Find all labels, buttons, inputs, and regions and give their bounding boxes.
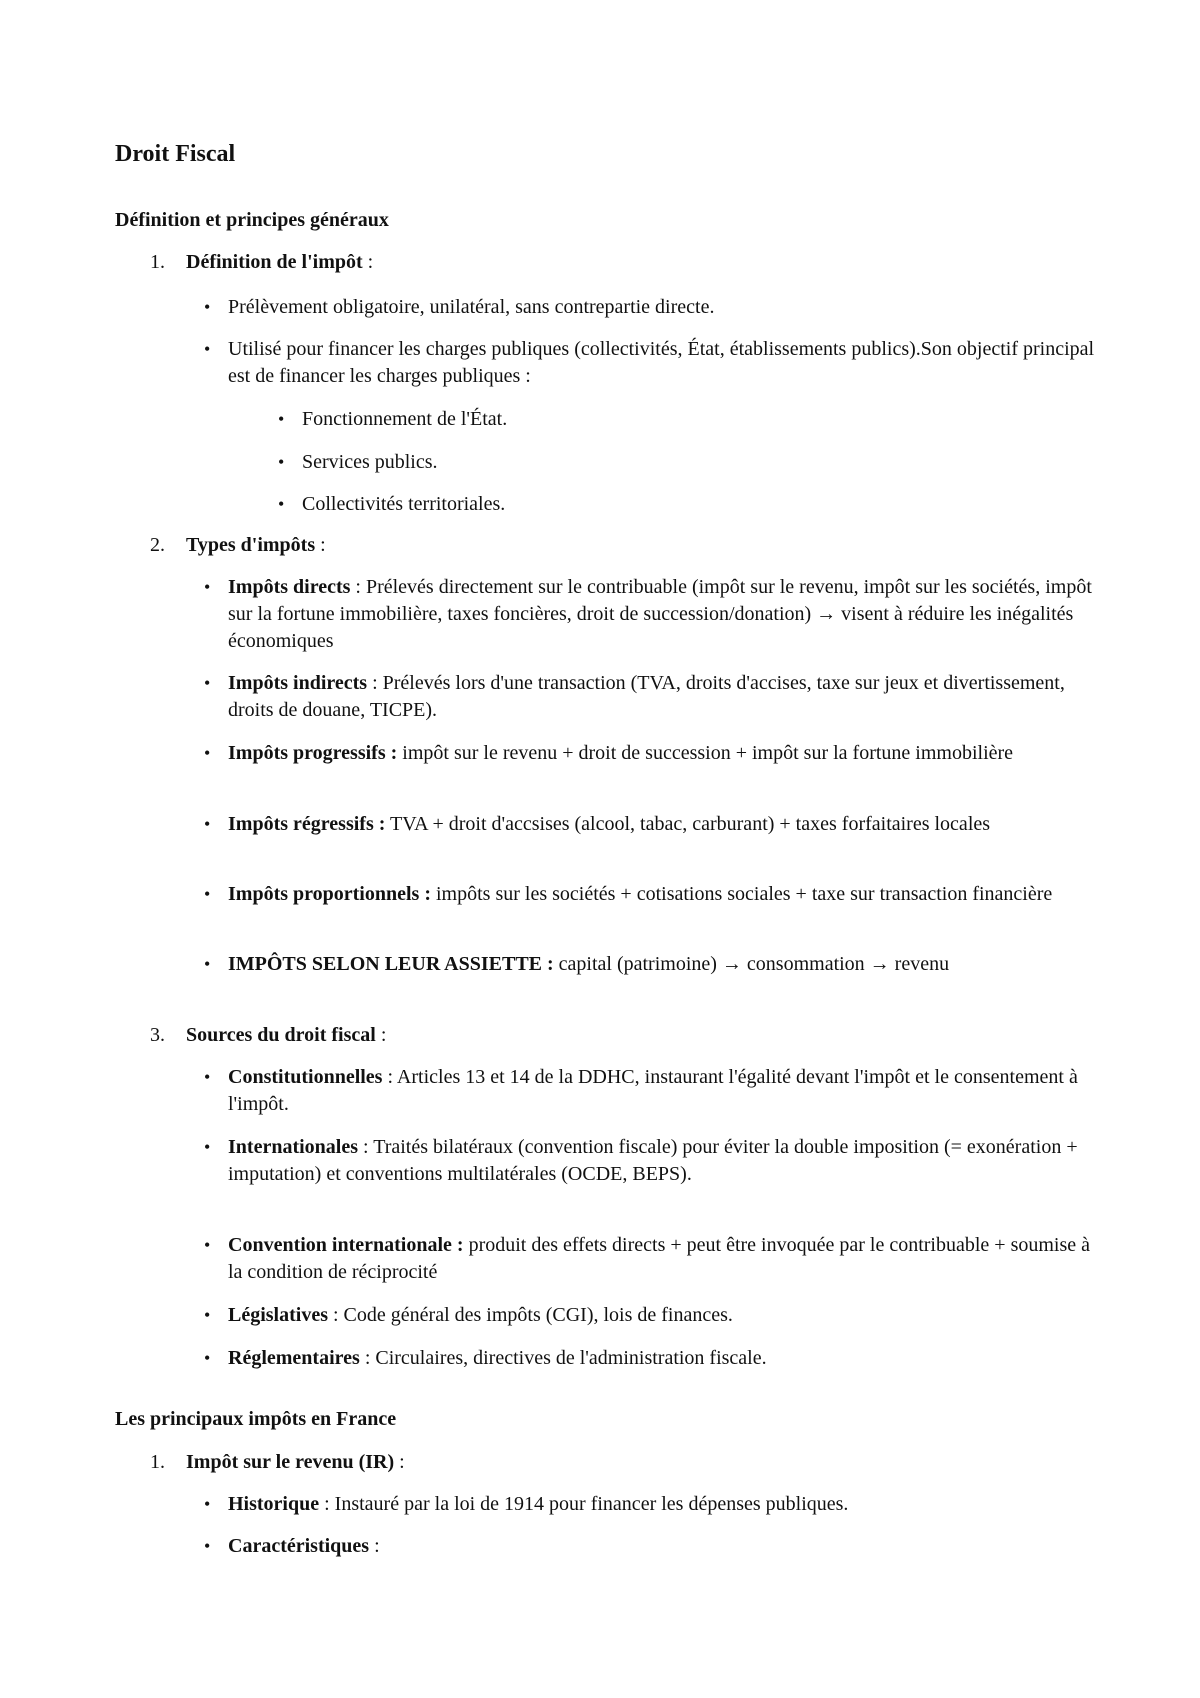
list-item (204, 294, 1108, 321)
bullet-icon: • (204, 1305, 211, 1325)
item-label: Impôt sur le revenu (IR) (186, 1451, 395, 1473)
section-heading: Les principaux impôts en France (115, 1408, 397, 1430)
list-item-text: : Code général des impôts (CGI), lois de finances. (328, 1304, 733, 1326)
list-item-term: Impôts indirects (228, 672, 368, 694)
item-suffix: : (394, 1451, 405, 1473)
list-item-text: impôts sur les sociétés + cotisations sociales + taxe sur transaction financière (431, 883, 1053, 905)
bullet-icon: • (204, 297, 211, 317)
list-item-term: Convention internationale : (228, 1234, 464, 1256)
numbered-item (150, 1449, 405, 1476)
list-item-term: Constitutionnelles (228, 1066, 383, 1088)
bullet-icon: • (204, 1348, 211, 1368)
item-number: 2. (150, 534, 165, 556)
numbered-item (150, 249, 373, 276)
item-number: 1. (150, 251, 165, 273)
list-item (204, 336, 1108, 390)
bullet-icon: • (204, 1137, 211, 1157)
list-item (204, 1134, 1108, 1188)
list-item-text: : Prélevés directement sur le contribuable (impôt sur le revenu, impôt sur les sociétés, impôt sur la fortune immobilière, taxes foncières, droit de succession/donation) → visent à réduire les inégalités économiques (228, 576, 1092, 652)
list-item-text: Services publics. (302, 451, 438, 473)
list-item (204, 1345, 1108, 1372)
item-number: 1. (150, 1451, 165, 1473)
list-item-term: Internationales (228, 1136, 358, 1158)
bullet-icon: • (204, 814, 211, 834)
list-item-text: capital (patrimoine) → consommation → revenu (553, 953, 950, 975)
bullet-icon: • (204, 954, 211, 974)
item-label: Sources du droit fiscal (186, 1024, 376, 1046)
bullet-icon: • (278, 452, 285, 472)
list-item-term: Historique (228, 1493, 320, 1515)
list-item-term: Impôts proportionnels : (228, 883, 431, 905)
list-item-term: Caractéristiques (228, 1535, 370, 1557)
list-item (204, 881, 1108, 908)
sub-list-item (278, 491, 1102, 518)
list-item-term: Impôts progressifs : (228, 742, 398, 764)
bullet-icon: • (278, 494, 285, 514)
list-item (204, 670, 1108, 724)
list-item (204, 574, 1108, 655)
list-item (204, 811, 1108, 838)
bullet-icon: • (204, 339, 211, 359)
bullet-icon: • (278, 409, 285, 429)
bullet-icon: • (204, 1067, 211, 1087)
bullet-icon: • (204, 1494, 211, 1514)
list-item-term: Impôts régressifs : (228, 813, 386, 835)
sub-list-item (278, 449, 1102, 476)
bullet-icon: • (204, 743, 211, 763)
list-item-text: : Traités bilatéraux (convention fiscale) pour éviter la double imposition (= exonération + imputation) et conventions multilatérales (OCDE, BEPS). (228, 1136, 1078, 1185)
list-item (204, 951, 1108, 978)
document-title: Droit Fiscal (115, 141, 236, 167)
list-item-text: impôt sur le revenu + droit de succession + impôt sur la fortune immobilière (397, 742, 1014, 764)
list-item (204, 740, 1108, 767)
bullet-icon: • (204, 577, 211, 597)
sub-list-item (278, 406, 1102, 433)
list-item-text: TVA + droit d'accsises (alcool, tabac, carburant) + taxes forfaitaires locales (385, 813, 991, 835)
list-item-text: Fonctionnement de l'État. (302, 408, 508, 430)
item-suffix: : (315, 534, 326, 556)
item-label: Types d'impôts (186, 534, 316, 556)
bullet-icon: • (204, 884, 211, 904)
item-number: 3. (150, 1024, 165, 1046)
item-label: Définition de l'impôt (186, 251, 363, 273)
list-item-term: Réglementaires (228, 1347, 360, 1369)
list-item (204, 1533, 1108, 1560)
list-item-term: IMPÔTS SELON LEUR ASSIETTE : (228, 953, 554, 975)
numbered-item (150, 532, 326, 559)
list-item-text: Collectivités territoriales. (302, 493, 506, 515)
section-heading: Définition et principes généraux (115, 209, 389, 231)
list-item-text: Prélèvement obligatoire, unilatéral, sans contrepartie directe. (228, 296, 715, 318)
list-item (204, 1064, 1108, 1118)
list-item-term: Impôts directs (228, 576, 351, 598)
item-suffix: : (362, 251, 374, 273)
list-item-text: produit des effets directs + peut être invoquée par le contribuable + soumise à la condition de réciprocité (228, 1234, 1090, 1283)
list-item-text: : Prélevés lors d'une transaction (TVA, droits d'accises, taxe sur jeux et divertissement, droits de douane, TICPE). (228, 672, 1065, 721)
item-suffix: : (375, 1024, 387, 1046)
list-item (204, 1232, 1108, 1286)
numbered-item (150, 1022, 386, 1049)
bullet-icon: • (204, 1536, 211, 1556)
list-item-text: : Instauré par la loi de 1914 pour financer les dépenses publiques. (319, 1493, 849, 1515)
list-item-text: : Circulaires, directives de l'administration fiscale. (359, 1347, 767, 1369)
list-item (204, 1302, 1108, 1329)
list-item-term: Législatives (228, 1304, 328, 1326)
list-item (204, 1491, 1108, 1518)
bullet-icon: • (204, 1235, 211, 1255)
list-item-text: Utilisé pour financer les charges publiques (collectivités, État, établissements publics).Son objectif principal est de financer les charges publiques : (228, 338, 1095, 387)
list-item-text: : Articles 13 et 14 de la DDHC, instaurant l'égalité devant l'impôt et le consentement à l'impôt. (228, 1066, 1078, 1115)
list-item-text: : (369, 1535, 380, 1557)
bullet-icon: • (204, 673, 211, 693)
